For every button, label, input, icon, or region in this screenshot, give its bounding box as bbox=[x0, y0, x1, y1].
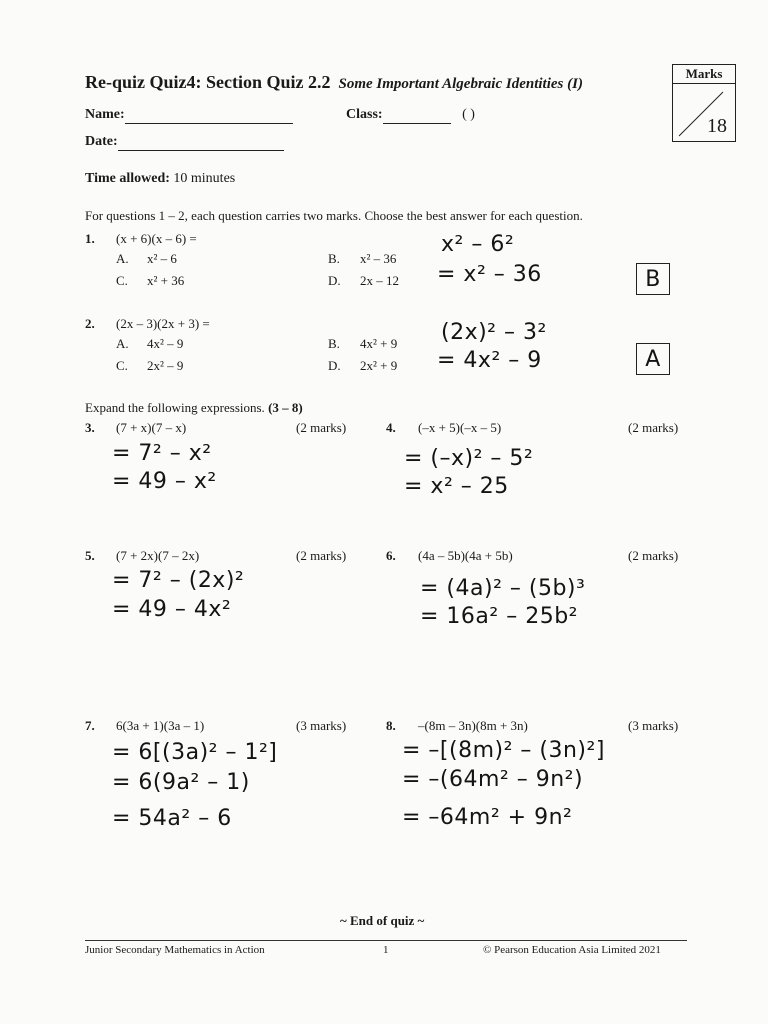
footer-page-number: 1 bbox=[383, 944, 389, 956]
q5-marks: (2 marks) bbox=[296, 548, 347, 563]
quiz-title bbox=[85, 72, 583, 93]
q7-marks: (3 marks) bbox=[296, 718, 347, 733]
q2-work-line-2: = 4x² – 9 bbox=[437, 348, 542, 373]
marks-label: Marks bbox=[673, 65, 735, 84]
q3-marks: (2 marks) bbox=[296, 420, 347, 435]
expand-range: (3 – 8) bbox=[268, 400, 303, 415]
q1-option-d-label: D. bbox=[328, 273, 341, 288]
q5-work-line-2: = 49 – 4x² bbox=[112, 597, 232, 622]
q3-expression: (7 + x)(7 – x) bbox=[116, 420, 187, 435]
time-allowed bbox=[85, 171, 235, 187]
q5-expression: (7 + 2x)(7 – 2x) bbox=[116, 548, 200, 563]
mc-instructions: For questions 1 – 2, each question carries two marks. Choose the best answer for each question. bbox=[85, 208, 583, 223]
end-of-quiz: ~ End of quiz ~ bbox=[340, 913, 425, 928]
q2-option-b-label: B. bbox=[328, 336, 340, 351]
q2-option-d-label: D. bbox=[328, 358, 341, 373]
q1-work-line-2: = x² – 36 bbox=[437, 262, 542, 287]
q8-marks: (3 marks) bbox=[628, 718, 679, 733]
q6-expression: (4a – 5b)(4a + 5b) bbox=[418, 548, 513, 563]
q8-number: 8. bbox=[386, 718, 396, 733]
name-field[interactable] bbox=[85, 107, 293, 124]
q7-work-line-3: = 54a² – 6 bbox=[112, 806, 232, 831]
q6-work-line-1: = (4a)² – (5b)³ bbox=[420, 576, 586, 601]
q8-expression: –(8m – 3n)(8m + 3n) bbox=[418, 718, 528, 733]
q8-work-line-1: = –[(8m)² – (3n)²] bbox=[402, 738, 605, 763]
class-field[interactable] bbox=[346, 107, 475, 124]
q7-number: 7. bbox=[85, 718, 95, 733]
q4-work-line-2: = x² – 25 bbox=[404, 474, 509, 499]
q2-option-c: 2x² – 9 bbox=[147, 358, 184, 373]
q1-work-line-1: x² – 6² bbox=[441, 232, 515, 257]
q2-option-a-label: A. bbox=[116, 336, 129, 351]
title-text: Re-quiz Quiz4: Section Quiz 2.2 bbox=[85, 72, 331, 92]
q1-answer-box[interactable]: B bbox=[636, 263, 670, 295]
q4-marks: (2 marks) bbox=[628, 420, 679, 435]
q7-expression: 6(3a + 1)(3a – 1) bbox=[116, 718, 205, 733]
time-value: 10 minutes bbox=[173, 171, 236, 186]
expand-instructions-text: Expand the following expressions. bbox=[85, 400, 265, 415]
date-line[interactable] bbox=[118, 134, 284, 151]
q2-question: (2x – 3)(2x + 3) = bbox=[116, 316, 210, 331]
q1-option-a-label: A. bbox=[116, 251, 129, 266]
expand-instructions bbox=[85, 400, 303, 416]
q6-marks: (2 marks) bbox=[628, 548, 679, 563]
q1-option-b: x² – 36 bbox=[360, 251, 397, 266]
date-field[interactable] bbox=[85, 134, 284, 151]
q8-work-line-3: = –64m² + 9n² bbox=[402, 805, 573, 830]
footer-rule bbox=[85, 940, 687, 941]
marks-box bbox=[672, 64, 736, 142]
q2-option-b: 4x² + 9 bbox=[360, 336, 398, 351]
section-subtitle: Some Important Algebraic Identities (I) bbox=[338, 76, 583, 92]
q1-option-a: x² – 6 bbox=[147, 251, 177, 266]
q1-option-b-label: B. bbox=[328, 251, 340, 266]
q3-number: 3. bbox=[85, 420, 95, 435]
date-label: Date: bbox=[85, 134, 118, 149]
q5-work-line-1: = 7² – (2x)² bbox=[112, 568, 245, 593]
name-label: Name: bbox=[85, 107, 125, 122]
q6-number: 6. bbox=[386, 548, 396, 563]
q3-work-line-2: = 49 – x² bbox=[112, 469, 217, 494]
marks-total: 18 bbox=[707, 115, 727, 137]
q7-work-line-1: = 6[(3a)² – 1²] bbox=[112, 740, 278, 765]
q1-option-c: x² + 36 bbox=[147, 273, 185, 288]
q1-option-d: 2x – 12 bbox=[360, 273, 399, 288]
q7-work-line-2: = 6(9a² – 1) bbox=[112, 770, 250, 795]
q3-work-line-1: = 7² – x² bbox=[112, 441, 212, 466]
time-label: Time allowed: bbox=[85, 171, 170, 186]
class-label: Class: bbox=[346, 107, 383, 122]
q2-option-c-label: C. bbox=[116, 358, 128, 373]
q2-option-a: 4x² – 9 bbox=[147, 336, 184, 351]
footer-copyright: © Pearson Education Asia Limited 2021 bbox=[483, 944, 661, 956]
q8-work-line-2: = –(64m² – 9n²) bbox=[402, 767, 584, 792]
q1-option-c-label: C. bbox=[116, 273, 128, 288]
q2-option-d: 2x² + 9 bbox=[360, 358, 398, 373]
class-number-paren: ( ) bbox=[462, 107, 475, 122]
q4-expression: (–x + 5)(–x – 5) bbox=[418, 420, 502, 435]
q1-question: (x + 6)(x – 6) = bbox=[116, 231, 197, 246]
q2-number: 2. bbox=[85, 316, 95, 331]
q4-work-line-1: = (–x)² – 5² bbox=[404, 446, 534, 471]
q2-work-line-1: (2x)² – 3² bbox=[441, 320, 547, 345]
q5-number: 5. bbox=[85, 548, 95, 563]
q6-work-line-2: = 16a² – 25b² bbox=[420, 604, 578, 629]
q1-number: 1. bbox=[85, 231, 95, 246]
q4-number: 4. bbox=[386, 420, 396, 435]
class-line[interactable] bbox=[383, 107, 451, 124]
footer-book-title: Junior Secondary Mathematics in Action bbox=[85, 944, 265, 956]
name-line[interactable] bbox=[125, 107, 293, 124]
q2-answer-box[interactable]: A bbox=[636, 343, 670, 375]
